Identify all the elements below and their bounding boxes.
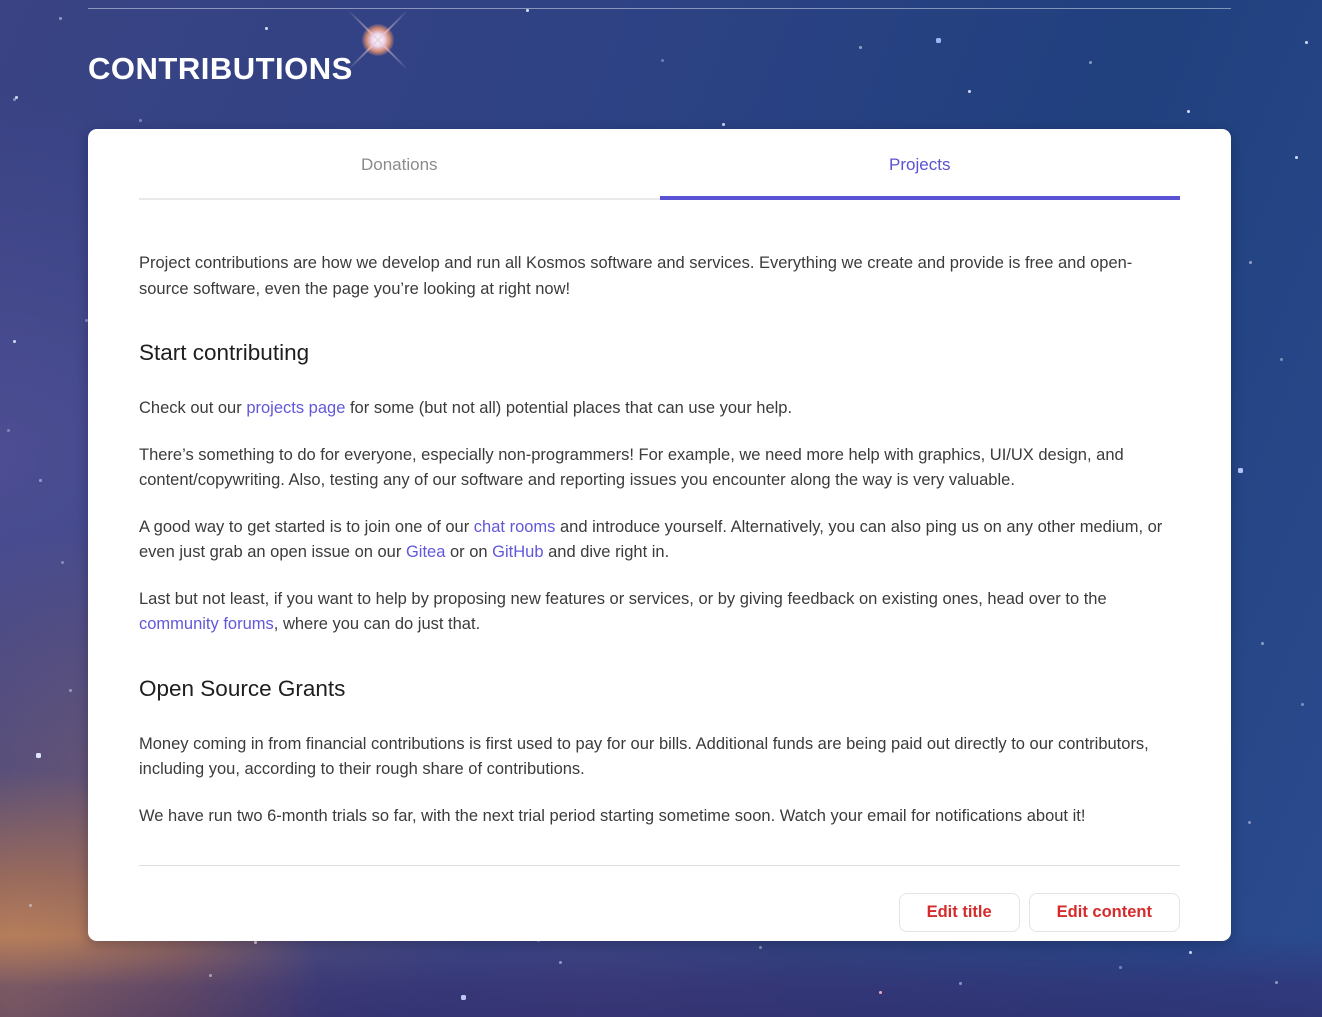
contributions-card <box>88 129 1231 941</box>
text-segment: Last but not least, if you want to help by proposing new features or services, or by giving feedback on existing ones, head over to the <box>139 589 1107 608</box>
text-segment: Check out our <box>139 399 247 417</box>
link-chat-rooms[interactable]: chat rooms <box>473 517 556 536</box>
tab-projects-label: Projects <box>889 154 951 174</box>
link-projects-page[interactable]: projects page <box>246 399 346 417</box>
tab-donations-label: Donations <box>360 154 438 174</box>
last-but-not-least-paragraph <box>139 587 1180 638</box>
text-segment: There’s something to do for everyone, especially non-programmers! For example, we need more help with graphics, UI/UX design, and content/copywriting. Also, testing any of our software and reporting issues you encounter along the way is very valuable. <box>139 445 1124 489</box>
edit-title-button[interactable]: Edit title <box>899 893 1020 932</box>
check-out-paragraph <box>139 396 1180 422</box>
text-segment: We have run two 6-month trials so far, with the next trial period starting sometime soon. Watch your email for notifications about it! <box>139 806 1086 825</box>
text-segment: A good way to get started is to join one of our <box>139 517 474 536</box>
edit-content-button[interactable]: Edit content <box>1029 893 1180 932</box>
link-github[interactable]: GitHub <box>492 543 544 561</box>
good-way-paragraph <box>139 515 1180 566</box>
intro-paragraph <box>139 251 1180 302</box>
text-segment: or on <box>445 543 493 561</box>
page-title: CONTRIBUTIONS <box>88 51 353 86</box>
starfield-background <box>0 0 1 1</box>
text-segment: Money coming in from financial contributions is first used to pay for our bills. Additional funds are being paid out directly to our contributors, including you, according to their rough share of contributions. <box>139 734 1149 778</box>
text-segment: and dive right in. <box>543 543 670 561</box>
text-segment: for some (but not all) potential places that can use your help. <box>345 399 793 417</box>
tab-bar <box>139 129 1180 200</box>
text-segment: and introduce yourself. Alternatively, you can also ping us on any other medium, or even just grab an open issue on our <box>139 517 1163 561</box>
link-community-forums[interactable]: community forums <box>139 615 274 633</box>
trials-paragraph <box>139 804 1180 830</box>
bright-star <box>362 24 394 56</box>
tab-projects[interactable] <box>660 129 1181 200</box>
something-for-everyone-paragraph <box>139 443 1180 494</box>
text-segment: , where you can do just that. <box>273 615 481 633</box>
section-heading-open-source-grants: Open Source Grants <box>139 675 346 701</box>
tab-donations[interactable] <box>139 129 660 200</box>
edit-actions-row <box>88 866 1231 932</box>
link-gitea[interactable]: Gitea <box>405 543 446 561</box>
money-paragraph <box>139 732 1180 783</box>
text-segment: Project contributions are how we develop and run all Kosmos software and services. Everything we create and provide is free and open-source software, even the page you’re looking at right now! <box>139 254 1133 298</box>
top-divider-line <box>88 8 1231 9</box>
section-heading-start-contributing: Start contributing <box>139 340 310 365</box>
tab-panel-projects <box>88 200 1231 829</box>
